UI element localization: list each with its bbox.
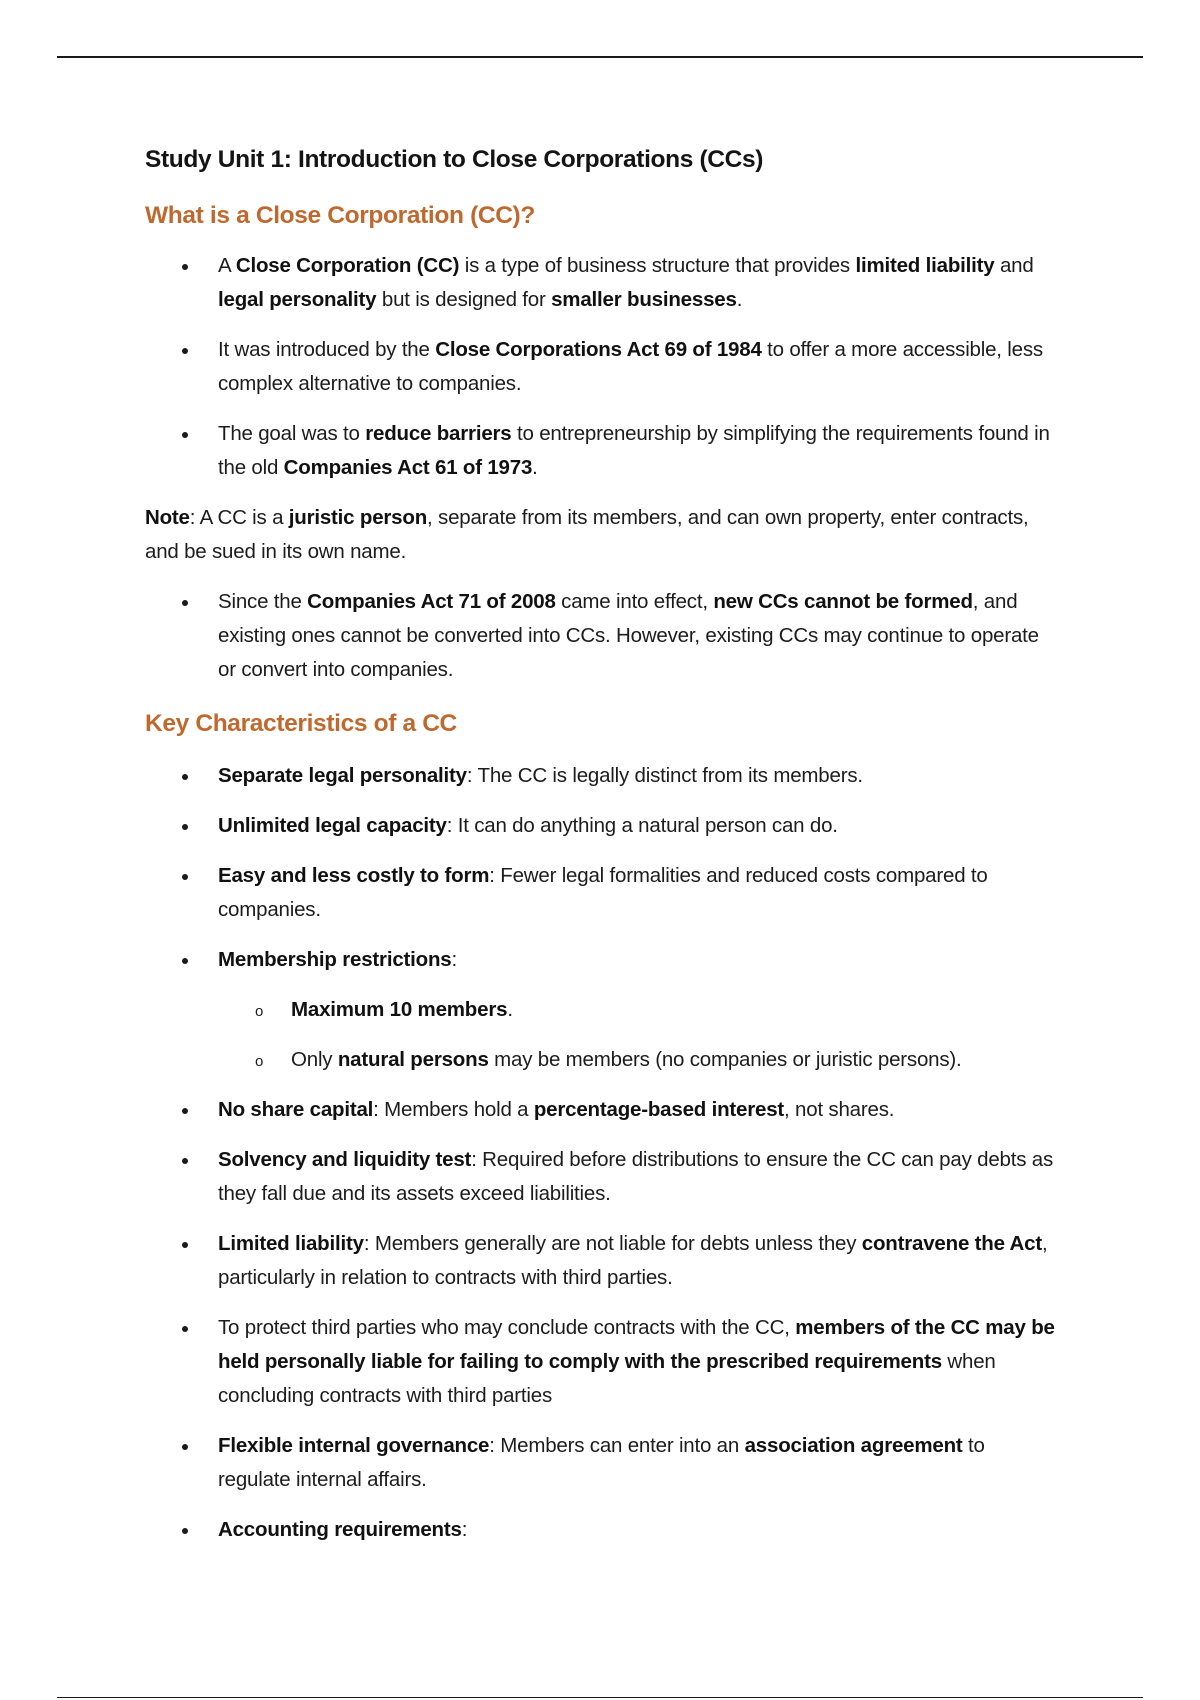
list-item: Since the Companies Act 71 of 2008 came into effect, new CCs cannot be formed, and existing ones cannot be converted into CCs. However, existing CCs may continue to operate or convert into companies. (145, 585, 1060, 687)
document-body (145, 143, 1060, 1563)
bullet-icon (182, 1108, 188, 1114)
note-paragraph: Note: A CC is a juristic person, separate from its members, and can own property, enter contracts, and be sued in its own name. (145, 506, 1029, 563)
bullet-icon (182, 348, 188, 354)
sub-bullet-icon: o (255, 1003, 264, 1020)
bullet-icon (182, 1158, 188, 1164)
bullet-icon (182, 1444, 188, 1450)
header-rule (57, 56, 1143, 58)
list-item: It was introduced by the Close Corporations Act 69 of 1984 to offer a more accessible, less complex alternative to companies. (145, 333, 1060, 401)
list-item: Solvency and liquidity test: Required before distributions to ensure the CC can pay debts as they fall due and its assets exceed liabilities. (145, 1143, 1060, 1211)
bullet-icon (182, 1242, 188, 1248)
bullet-icon (182, 1528, 188, 1534)
list-item: The goal was to reduce barriers to entrepreneurship by simplifying the requirements found in the old Companies Act 61 of 1973. (145, 417, 1060, 485)
bullet-icon (182, 600, 188, 606)
bullet-icon (182, 874, 188, 880)
list-item: To protect third parties who may conclude contracts with the CC, members of the CC may be held personally liable for failing to comply with the prescribed requirements when concluding contracts with third parties (145, 1311, 1060, 1413)
bullet-icon (182, 958, 188, 964)
section-heading-what-is-cc: What is a Close Corporation (CC)? (145, 202, 535, 229)
list-item: Limited liability: Members generally are not liable for debts unless they contravene the Act, particularly in relation to contracts with third parties. (145, 1227, 1060, 1295)
bullet-icon (182, 432, 188, 438)
companies-act-list (145, 585, 1060, 687)
bullet-icon (182, 264, 188, 270)
bullet-icon (182, 774, 188, 780)
section-heading-key-characteristics: Key Characteristics of a CC (145, 710, 457, 737)
list-item: Unlimited legal capacity: It can do anything a natural person can do. (145, 809, 1060, 843)
footer-rule (57, 1697, 1143, 1698)
bullet-icon (182, 824, 188, 830)
document-title: Study Unit 1: Introduction to Close Corporations (CCs) (145, 146, 764, 173)
list-item: Easy and less costly to form: Fewer legal formalities and reduced costs compared to companies. (145, 859, 1060, 927)
list-item: No share capital: Members hold a percentage-based interest, not shares. (145, 1093, 1060, 1127)
characteristics-list (145, 759, 1060, 1547)
definition-list (145, 249, 1060, 485)
membership-sublist (218, 993, 1060, 1077)
bullet-icon (182, 1326, 188, 1332)
list-item: A Close Corporation (CC) is a type of business structure that provides limited liability and legal personality but is designed for smaller businesses. (145, 249, 1060, 317)
sub-list-item: o Only natural persons may be members (no companies or juristic persons). (218, 1043, 1060, 1077)
list-item: Accounting requirements: (145, 1513, 1060, 1547)
list-item: Flexible internal governance: Members can enter into an association agreement to regulate internal affairs. (145, 1429, 1060, 1497)
sub-bullet-icon: o (255, 1053, 264, 1070)
sub-list-item: o Maximum 10 members. (218, 993, 1060, 1027)
list-item: Membership restrictions: o Maximum 10 members. o Only natural persons may be members (no companies or juristic persons). (145, 943, 1060, 1077)
list-item: Separate legal personality: The CC is legally distinct from its members. (145, 759, 1060, 793)
